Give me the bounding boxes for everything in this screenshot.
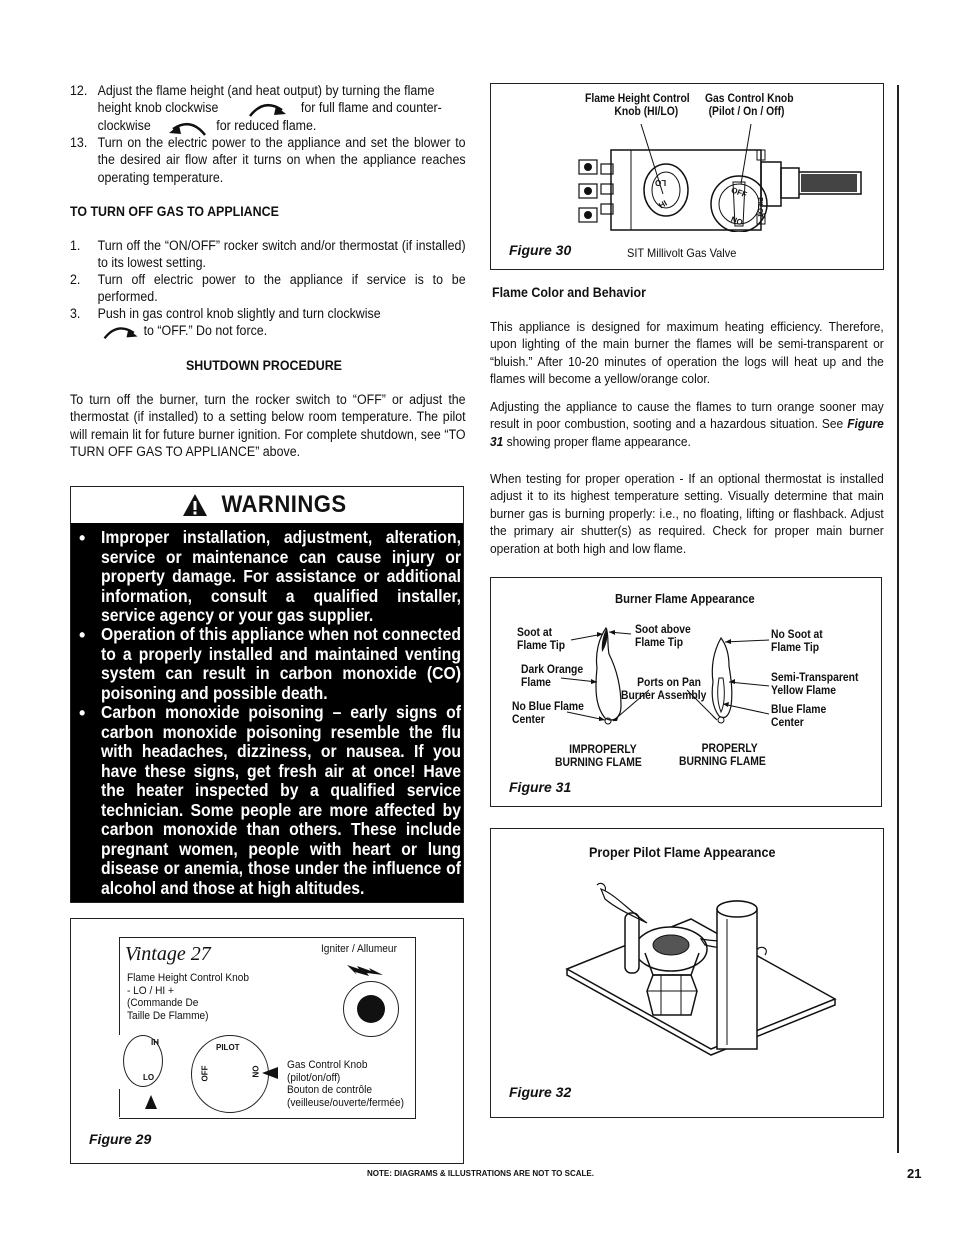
step-text: Turn off the “ON/OFF” rocker switch and/or thermostat (if installed) to its lowest setting. [97, 238, 466, 271]
footer-note: NOTE: DIAGRAMS & ILLUSTRATIONS ARE NOT TO SCALE. [367, 1169, 594, 1178]
control-panel-bottom-left [119, 1089, 120, 1117]
figure-30-caption: SIT Millivolt Gas Valve [627, 246, 737, 260]
gas-control-knob-label: Gas Control Knob (Pilot / On / Off) [705, 93, 794, 118]
knob-pilot-label: PILOT [216, 1043, 240, 1052]
figure-31-title: Burner Flame Appearance [615, 592, 755, 606]
no-blue-flame-label: No Blue Flame Center [512, 701, 584, 726]
warnings-box [70, 486, 464, 903]
step-text: Turn on the electric power to the appliance and set the blower to the desired air flow after it turns on when the appliance reaches operating temperature. [97, 135, 466, 185]
igniter-label: Igniter / Allumeur [321, 943, 397, 955]
step-13 [70, 134, 466, 186]
step-line: Adjust the flame height (and heat output) by turning the flame [97, 83, 435, 98]
step-text: Push in gas control knob slightly and turn clockwise [97, 306, 381, 321]
valve-knob-on-label: ON [729, 214, 745, 227]
soot-at-flame-tip-label: Soot at Flame Tip [517, 627, 566, 652]
figure-31-label: Figure 31 [509, 779, 572, 795]
dark-orange-flame-label: Dark Orange Flame [521, 664, 584, 689]
brand-name: Vintage 27 [125, 943, 211, 965]
shutdown-text: To turn off the burner, turn the rocker switch to “OFF” or adjust the thermostat (if installed) to a setting below room temperature. The pilot will remain lit for future burner ignition. For complete shutdown, see “TO TURN OFF GAS TO APPLIANCE” above. [70, 392, 466, 460]
valve-knob-off-label: OFF [729, 185, 749, 200]
warning-item: Carbon monoxide poisoning – early signs of carbon monoxide poisoning resemble the flu with headaches, dizziness, or nausea. If you have these signs, get fresh air at once! Have the heater inspected by a qualified service technician. Some people are more affected by carbon monoxide than others. These include pregnant women, people with heart or lung disease or anemia, those under the influence of alcohol and those at high altitudes. [101, 702, 461, 898]
figure-30-box [490, 83, 884, 270]
flame-knob-label: Flame Height Control Knob - LO / HI + (Commande De Taille De Flamme) [127, 972, 250, 1022]
figure-32-box [490, 828, 884, 1118]
figure-32-label: Figure 32 [509, 1084, 572, 1100]
soot-above-flame-tip-label: Soot above Flame Tip [635, 624, 691, 649]
turn-off-step-2 [70, 271, 466, 306]
knob-on-label: ON [250, 1065, 260, 1078]
figure-31-reference[interactable]: Figure 31 [490, 416, 884, 449]
warning-item: Improper installation, adjustment, alteration, service or maintenance can cause injury or property damage. For assistance or additional information, consult a qualified installer, service agency or your gas supplier. [101, 527, 461, 625]
column-rule [897, 85, 899, 1153]
knob-off-label: OFF [200, 1065, 210, 1082]
warning-triangle-icon [182, 493, 208, 517]
igniter-button[interactable] [343, 981, 399, 1037]
step-text: Turn off electric power to the appliance if service is to be performed. [97, 272, 466, 305]
figure-30-label: Figure 30 [509, 242, 572, 258]
pointer-arrow-icon [262, 1067, 278, 1079]
properly-burning-label: PROPERLY BURNING FLAME [679, 743, 766, 768]
step-number: 13. [70, 135, 88, 150]
warnings-body [71, 523, 463, 902]
pilot-flame-drawing [561, 879, 841, 1089]
figure-29-box [70, 918, 464, 1164]
semi-transparent-label: Semi-Transparent Yellow Flame [771, 672, 859, 697]
valve-knob-hi-label: HI [657, 198, 669, 211]
step-number: 1. [70, 238, 81, 253]
warnings-header [71, 487, 463, 524]
step-number: 3. [70, 306, 81, 321]
figure-32-title: Proper Pilot Flame Appearance [589, 844, 776, 860]
step-line: clockwise for reduced flame. [97, 117, 317, 133]
flame-para-1: This appliance is designed for maximum heating efficiency. Therefore, upon lighting of the main burner the flames will be semi-transparent or “bluish.” After 10-20 minutes of operation the logs will heat up and the flames will become a yellow/orange color. [490, 319, 884, 387]
valve-knob-pilot-label: PILOT [755, 197, 763, 218]
knob-hi-label: HI [151, 1037, 159, 1046]
pointer-arrow-icon [145, 1095, 157, 1109]
step-line: height knob clockwise for full flame and counter- [97, 100, 442, 116]
warning-item: Operation of this appliance when not connected to a properly installed and maintained venting system can result in carbon monoxide (CO) poisoning and possible death. [101, 624, 461, 703]
blue-flame-center-label: Blue Flame Center [771, 704, 827, 729]
valve-knob-lo-label: LO [655, 178, 667, 187]
clockwise-arrow-icon [100, 320, 142, 342]
gas-knob-label: Gas Control Knob (pilot/on/off) Bouton de contrôle (veilleuse/ouverte/fermée) [287, 1059, 404, 1109]
step-number: 2. [70, 272, 81, 287]
knob-lo-label: LO [143, 1073, 155, 1082]
turn-off-heading: TO TURN OFF GAS TO APPLIANCE [70, 204, 279, 219]
no-soot-label: No Soot at Flame Tip [771, 629, 823, 654]
figure-29-label: Figure 29 [89, 1131, 152, 1147]
flame-para-3: When testing for proper operation - If an optional thermostat is installed adjust it to its highest temperature setting. Visually determine that main burner gas is burning properly: i.e., no floating, lifting or flashback. Adjust the primary air shutter(s) as required. Check for proper main burner operation at both high and low flame. [490, 471, 884, 556]
flame-height-control-label: Flame Height Control Knob (HI/LO) [585, 93, 690, 118]
warnings-title: WARNINGS [221, 491, 347, 518]
step-number: 12. [70, 83, 88, 98]
bullet: • [79, 528, 86, 548]
control-panel-left-edge [119, 937, 120, 1035]
bullet: • [79, 703, 86, 723]
step-text: to “OFF.” Do not force. [143, 323, 268, 339]
page-number: 21 [907, 1166, 922, 1181]
bullet: • [79, 625, 86, 645]
clockwise-arrow-icon [246, 96, 290, 120]
turn-off-step-1 [70, 237, 466, 272]
spark-icon [345, 961, 385, 981]
improperly-burning-label: IMPROPERLY BURNING FLAME [555, 744, 642, 769]
shutdown-heading: SHUTDOWN PROCEDURE [186, 358, 342, 373]
figure-31-box [490, 577, 882, 807]
gas-valve-drawing [571, 122, 871, 232]
flame-para-2: Adjusting the appliance to cause the flames to turn orange sooner may result in poor combustion, sooting and a hazardous situation. See Figure 31 showing proper flame appearance. [490, 399, 884, 449]
ports-label: Ports on Pan Burner Assembly [621, 677, 707, 702]
flame-color-heading: Flame Color and Behavior [492, 285, 646, 300]
igniter-button-core [357, 995, 385, 1023]
